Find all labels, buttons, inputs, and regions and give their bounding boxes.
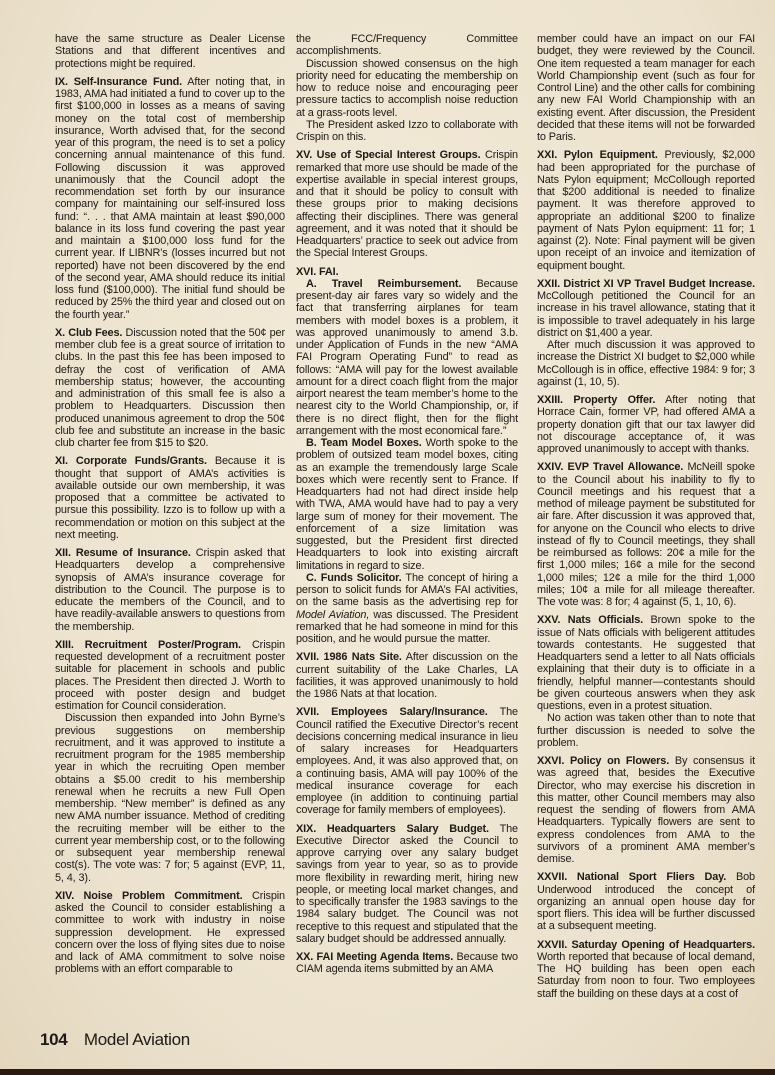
section-heading: XII. Resume of Insurance. [55, 547, 191, 559]
paragraph-text: McCollough petitioned the Council for an increase in his travel allowance, stating that it is impossible to travel adequately in his large district on $1,400 a year. [537, 290, 755, 339]
page-footer [40, 1030, 190, 1050]
paragraph-text: The concept of hiring a person to solicit funds for AMA’s FAI activities, on the same basis as the advertising rep for [296, 571, 518, 609]
paragraph-text: After discussion on the current suitability of the Lake Charles, LA facilities, it was approved unanimously to hold the 1986 Nats at that location. [296, 651, 518, 700]
paragraph [55, 327, 285, 450]
section-heading: XXVII. National Sport Fliers Day. [537, 871, 727, 884]
section-heading: XIII. Recruitment Poster/Program. [55, 638, 241, 651]
paragraph [55, 639, 285, 713]
section-heading: XX. FAI Meeting Agenda Items. [296, 951, 454, 963]
column-1 [55, 33, 285, 976]
paragraph-text: Discussion showed consensus on the high priority need for educating the membership on how to reduce noise and encouraging peer pressure tactics to accomplish noise reduction at a grass-roots level. [296, 57, 518, 119]
paragraph [296, 651, 518, 700]
section-heading: XVI. FAI. [296, 265, 339, 278]
column-3 [537, 33, 755, 1000]
paragraph-text: Because it is thought that support of AMA’s activities is available outside our own membership, it was proposed that a committee be activated to pursue this possibility. Izzo is to follow up with a recommendation or motion on this subject at the next meeting. [55, 455, 285, 541]
paragraph-text: The Executive Director asked the Council to approve carrying over any salary budget savings from year to year, so as to provide more flexibility in rewarding merit, hiring new people, or meeting local market changes, and to specifically transfer the 1983 savings to the 1984 salary budget. The Council was not receptive to this request and stipulated that the salary budget should be addressed annually. [296, 822, 518, 945]
paragraph-text: Discussion noted that the 50¢ per member club fee is a great source of irritation to clubs. In the past this fee has been imposed to defray the cost of verification of AMA membership status; however, the accounting and administration of this small fee is also a problem to Headquarters. Discussion then produced unanimous agreement to drop the 50¢ club fee and substitute an increase in the basic club charter fee from $15 to $20. [55, 326, 286, 449]
paragraph [537, 871, 755, 932]
paragraph-text: Bob Underwood introduced the concept of organizing an annual open house day for sport fliers. This idea will be further discussed at a subsequent meeting. [537, 871, 755, 933]
section-heading: XXV. Nats Officials. [537, 614, 644, 627]
section-heading: XXIII. Property Offer. [537, 394, 656, 406]
paragraph-text: Crispin asked that Headquarters develop a comprehensive synopsis of AMA’s insurance coverage for distribution to the Council. The purpose is to educate the members of the Council, and to have readily-available answers to questions from the membership. [55, 547, 285, 633]
paragraph-text: The President asked Izzo to collaborate with Crispin on this. [296, 118, 518, 143]
paragraph [296, 119, 518, 144]
magazine-title: Model Aviation [83, 1030, 190, 1049]
paragraph [55, 455, 285, 541]
paragraph [537, 755, 755, 865]
paragraph-text: Crispin requested development of a recruitment poster suitable for placement in schools and public places. The President then directed J. Worth to proceed with poster design and budget estimation for Council consideration. [55, 638, 285, 712]
paragraph-text: have the same structure as Dealer License Stations and that different incentives and protections might be required. [55, 33, 285, 70]
paragraph [296, 951, 518, 976]
section-heading: XVII. Employees Salary/Insurance. [296, 706, 488, 719]
paragraph [55, 712, 285, 884]
paragraph [537, 614, 755, 712]
column-2 [296, 33, 518, 976]
paragraph-text: After noting that, in 1983, AMA had initiated a fund to cover up to the first $100,000 in losses as a means of saving money on the total cost of membership insurance, Worth advised that, for the second year of this program, the need is to set a policy concerning annual maintenance of this fund. Following discussion it was approved unanimously that the Council adopt the recommendation set forth by our insurance company for maintaining our self-insured loss fund: “. . . that AMA maintain at least $90,000 balance in its loss fund covering the past year and maintain a $100,000 loss fund for the current year. If LIBNR’s (losses incurred but not reported) have not been discovered by the end of the second year, AMA should reduce its initial loss fund ($100,000). The initial fund should be reduced by 25% the third year and closed out on the fourth year.” [55, 75, 285, 321]
paragraph-text: Worth reported that because of local demand, The HQ building has been open each Saturday from noon to four. Two employees staff the building on these days at a cost of [537, 950, 755, 1000]
paragraph [296, 706, 518, 816]
paragraph [55, 547, 285, 633]
paragraph [55, 76, 285, 321]
paragraph-text: After noting that Horrace Cain, former VP, had offered AMA a property donation gift that our tax lawyer did not discourage acceptance of, it was approved unanimously to accept with thanks. [537, 394, 756, 455]
section-heading: XIV. Noise Problem Commitment. [55, 889, 243, 902]
paragraph [537, 149, 755, 272]
paragraph-text: Worth spoke to the problem of outsized team model boxes, citing as an example the tremendously large Scale boxes which were recently sent to France. If Headquarters had not had direct inside help with TWA, AMA would have had to pay a very large sum of money for their movement. The enforcement of a size limitation was suggested, but the President first directed Headquarters to look into existing aircraft limitations in regard to size. [296, 437, 518, 572]
paragraph [296, 278, 518, 437]
paragraph [55, 890, 285, 976]
paragraph-text: Brown spoke to the issue of Nats officials with beligerent attitudes towards contestants. He suggested that Headquarters send a letter to all Nats officials explaining that their duty is to officiate in a friendly, helpful manner—contestants should be given courteous answers when they ask questions, even in a protest situation. [537, 614, 755, 712]
section-heading: XXI. Pylon Equipment. [537, 149, 658, 162]
paragraph-text: member could have an impact on our FAI budget, they were reviewed by the Council. One item requested a team manager for each World Championship event (such as four for Control Line) and the other calls for combining any new FAI World Championship with an existing event. After discussion, the President decided that these items will not be forwarded to Paris. [537, 33, 755, 143]
paragraph-text: The Council ratified the Executive Director’s recent decisions concerning medical insurance in lieu of salary increases for Headquarters employees. And, it was also approved that, on a continuing basis, AMA will pay 100% of the medical insurance coverage for each employee (in addition to continuing partial coverage for family members of employees). [296, 706, 518, 817]
paragraph [537, 712, 755, 749]
paragraph-text: By consensus it was agreed that, besides the Executive Director, who may exercise his discretion in this matter, other Council members may also request the sending of flowers from AMA Headquarters. Typically flowers are sent to express condolences from AMA to the survivors of a prominent AMA member’s demise. [537, 755, 755, 865]
paragraph-text: After much discussion it was approved to increase the District XI budget to $2,000 while McCollough is in office, effective 1984: 9 for; 3 against (1, 10, 5). [537, 339, 755, 388]
paragraph [296, 33, 518, 58]
paragraph-text: Crispin asked the Council to consider establishing a committee to work with industry in noise suppression development. He expressed concern over the loss of flying sites due to noise and lack of AMA commitment to solve noise problems with an effort comparable to [55, 889, 285, 976]
section-heading: A. Travel Reimbursement. [306, 277, 462, 290]
paragraph-text: the FCC/Frequency Committee accomplishments. [296, 33, 518, 58]
section-heading: XXVII. Saturday Opening of Headquarters. [537, 938, 755, 951]
paragraph [296, 823, 518, 946]
paragraph-text: was discussed. The President remarked that he had someone in mind for this position, and he would pursue the matter. [296, 608, 518, 645]
section-heading: XXVI. Policy on Flowers. [537, 755, 670, 767]
section-heading: XXII. District XI VP Travel Budget Increase. [537, 277, 755, 290]
page-edge [0, 1069, 775, 1075]
section-heading: XXIV. EVP Travel Allowance. [537, 461, 684, 474]
paragraph-text: Crispin remarked that more use should be made of the expertise available in special interest groups, and that it should be policy to consult with these groups prior to making decisions affecting their disciplines. There was general agreement, and it was noted that it should be Headquarters’ practice to seek out advice from the Special Interest Groups. [296, 149, 518, 260]
section-heading: C. Funds Solicitor. [306, 571, 402, 584]
page-number: 104 [40, 1030, 68, 1049]
emphasis-text: Model Aviation, [296, 608, 370, 621]
paragraph [537, 461, 755, 608]
paragraph [537, 278, 755, 339]
section-heading: IX. Self-Insurance Fund. [55, 75, 183, 88]
paragraph [296, 266, 518, 278]
paragraph [55, 33, 285, 70]
paragraph [296, 572, 518, 646]
section-heading: X. Club Fees. [55, 326, 123, 339]
paragraph [296, 437, 518, 572]
section-heading: XV. Use of Special Interest Groups. [296, 149, 481, 162]
paragraph-text: Because two CIAM agenda items submitted by an AMA [296, 951, 518, 976]
section-heading: XIX. Headquarters Salary Budget. [296, 822, 489, 835]
paragraph [537, 339, 755, 388]
paragraph [296, 58, 518, 119]
section-heading: XI. Corporate Funds/Grants. [55, 455, 207, 468]
paragraph [296, 149, 518, 259]
paragraph-text: McNeill spoke to the Council about his inability to fly to Council meetings and his request that a method of mileage payment be substituted for air fare. After discussion it was approved that, for anyone on the Council who elects to drive instead of fly to Council meetings, they shall be reimbursed as follows: 20¢ a mile for the first 1,000 miles; 16¢ a mile for the second 1,000 miles; 12¢ a mile for the third 1,000 miles; 10¢ a mile for all mileage thereafter. The vote was: 8 for; 4 against (5, 1, 10, 6). [537, 461, 755, 608]
section-heading: XVII. 1986 Nats Site. [296, 651, 402, 664]
paragraph-text: Because present-day air fares vary so widely and the fact that transferring airplanes for team members with model boxes is a problem, it was approved unanimously to amend 3.b. under Application of Funds in the new “AMA FAI Program Operating Fund” to read as follows: “AMA will pay for the lowest available amount for a direct coach flight from the major airport nearest the team member’s home to the nearest city to the World Championship, or, if there is no direct flight, then for the flight arrangement with the most economical fare.” [296, 277, 518, 437]
paragraph-text: Previously, $2,000 had been appropriated for the purchase of Nats Pylon equipment; McCollough reported that $200 additional is needed to finalize payment. It was therefore approved to appropriate an additional $200 to finalize payment of Nats Pylon equipment: 11 for; 1 against (2). Note: Final payment will be given upon receipt of an invoice and itemization of equipment bought. [537, 149, 755, 272]
paragraph-text: No action was taken other than to note that further discussion is needed to solve the problem. [537, 712, 755, 749]
paragraph-text: Discussion then expanded into John Byrne’s previous suggestions on membership recruitment, and it was approved to institute a recruitment program for the 1985 membership year in which the recruiting Open member obtains a $5.00 credit to his membership renewal when he recruits a new Full Open membership. “New member” is defined as any new AMA number issuance. Method of crediting the recruiting member will be either to the current year membership cost, or to the following or subsequent year membership renewal cost(s). The vote was: 7 for; 5 against (EVP, 11, 5, 4, 3). [55, 712, 285, 884]
paragraph [537, 939, 755, 1000]
paragraph [537, 394, 755, 455]
paragraph [537, 33, 755, 143]
section-heading: B. Team Model Boxes. [306, 437, 422, 449]
